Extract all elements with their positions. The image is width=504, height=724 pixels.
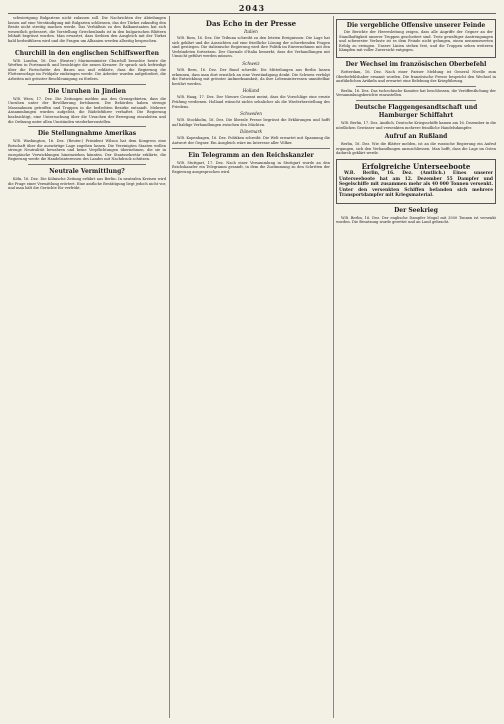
- section-divider: [356, 86, 476, 87]
- article-body: W.B. Bern, 16. Dez. Der Bund schreibt: Die Mitteilungen aus Berlin lassen erkennen, dass man dort ernstlich an eine Verständigung denkt. Die Schweiz verfolgt die Entwicklung mit grösster Aufmerksamkeit, da ihre Lebensinteressen unmittelbar berührt werden.: [172, 67, 330, 86]
- intro-paragraph: schwierigung Bulgariens nicht zulassen soll. Die Nachrichten der Abteilungen lassen auf eine Verständigung mit Bulgarien schliessen, das der Türkei zukunftig den Besitz nicht streitig machen werde. Das Verhältnis zu den Balkanstaaten hat sich wesentlich gebessert, die Vorstellung Griechenlands ist in den bulgarischen Blättern lebhaft begrüsst worden. Man erwartet, dass Serbien den Ausgleich mit der Türkei bald herbeiführen wird und die Fragen um Albanien werden allseitig besprochen.: [8, 16, 166, 43]
- article-body: W.B. Kopenhagen, 16. Dez. Politiken schreibt: Die Welt erwartet mit Spannung die Antwort der Gegner. Ein Ausgleich wäre im Interesse aller Völker.: [172, 136, 330, 145]
- article-title: Der Wechsel im französischen Oberbefehl: [345, 60, 487, 68]
- article-body: W.B. Rom, 16. Dez. Die Tribuna schreibt zu den letzten Ereignissen: Die Lage hat sich geklärt und die Aussichten auf eine friedliche Lösung der schwebenden Fragen sind gestiegen. Die italienische Regierung wird ihre Politik im Einvernehmen mit den Verbündeten fortsetzen. Der Giornale d'Italia bemerkt, dass die Verhandlungen mit Umsicht geführt werden müssen.: [172, 36, 330, 59]
- country-subhead: Dänemark: [239, 129, 263, 135]
- country-subhead: Schweden: [240, 111, 262, 117]
- article-title: Churchill in den englischen Schiffswerften: [15, 49, 159, 57]
- article-title: Neutrale Vermittlung?: [49, 168, 125, 176]
- article-body: W.B. London, 16. Dez. (Reuter.) Marineminister Churchill besuchte heute die Werften in Portsmouth und besichtigte die neuen Kreuzer. Er sprach sich befriedigt über die Fortschritte des Baues aus und erklärte, dass die Regierung die Flottenvorlage im Frühjahr einbringen werde. Die Arbeiter wurden aufgefordert, die Arbeiten mit grösster Beschleunigung zu fördern.: [8, 58, 166, 81]
- box-title: Die vergebliche Offensive unserer Feinde: [346, 22, 486, 29]
- bulletin-box: [336, 159, 496, 204]
- section-divider: [28, 84, 146, 85]
- country-subhead: Holland: [242, 88, 260, 94]
- bulletin-title: Erfolgreiche Unterseeboote: [361, 161, 471, 171]
- section-divider: [28, 46, 146, 47]
- column-divider: [333, 16, 334, 718]
- notice-body: Berlin, 16. Dez. Das tschechische Komitee hat beschlossen, die Veröffentlichung der Versammlungsberichte einzustellen.: [336, 88, 496, 98]
- article-body: W.B. Stuttgart, 17. Dez. Nach einer Versammlung in Stuttgart wurde an den Reichskanzler ein Telegramm gesandt, in dem die Zustimmung zu den Schritten der Regierung ausgesprochen wird.: [172, 160, 330, 174]
- column-divider: [169, 16, 170, 718]
- article-title: Der Seekrieg: [394, 206, 438, 214]
- country-subhead: Schweiz: [242, 60, 260, 66]
- section-divider: [172, 148, 330, 149]
- featured-box: [336, 19, 496, 58]
- top-rule: [8, 13, 496, 14]
- article-title: Deutsche Flaggengesandtschaft und Hamburger Schiffahrt: [354, 103, 478, 119]
- article-body: Köln, 16. Dez. Die Kölnische Zeitung erfährt aus Berlin: In neutralen Kreisen wird die Frage einer Vermittlung erörtert. Eine amtliche Bestätigung liegt jedoch nicht vor, und man hält die Gerüchte für verfrüht.: [8, 177, 166, 191]
- column-left: [8, 16, 166, 718]
- section-divider: [28, 126, 146, 127]
- article-body: W.B. Haag, 17. Dez. Der Nieuwe Courant meint, dass die Vorschläge eine ernste Prüfung verdienen. Holland wünscht nichts sehnlicher als die Wiederherstellung des Friedens.: [172, 95, 330, 109]
- article-body: Berlin, 16. Dez. Wie die Blätter melden, ist an die russische Regierung ein Aufruf ergangen, sich den Verhandlungen anzuschliessen. Man hofft, dass die Lage im Osten dadurch geklärt werde.: [336, 142, 496, 156]
- box-body: Die Berichte der Heeresleitung zeigen, dass alle Angriffe der Gegner an der Standhaftigkeit unserer Truppen gescheitert sind. Trotz gewaltiger Anstrengungen und schwerster Verluste ist es dem Feinde nicht gelungen, einen nennenswerten Erfolg zu erringen. Unsere Linien stehen fest, und die Truppen sehen weiteren Kämpfen mit voller Zuversicht entgegen.: [339, 30, 493, 53]
- article-body: Rotterdam, 16. Dez. Nach einer Pariser Meldung ist General Nivelle zum Oberbefehlshaber ernannt worden. Die französische Presse bespricht den Wechsel in ausführlichen Artikeln und erwartet eine Belebung der Kriegführung.: [336, 69, 496, 84]
- article-body: W.B. Washington, 16. Dez. (Reuter.) Präsident Wilson hat dem Kongress eine Botschaft über die auswärtige Lage zugehen lassen. Die Vereinigten Staaten wollen strenge Neutralität bewahren und keine Verpflichtungen übernehmen, die sie in europäische Verwicklungen hineinziehen könnten. Der Staatssekretär erklärte, die Regierung werde die Handelsinteressen des Landes mit Nachdruck schützen.: [8, 139, 166, 162]
- article-body: W.B. Wien, 17. Dez. Die Zeitungen melden aus den Grenzgebieten, dass die Unruhen unter der Bevölkerung fortdauern. Die Behörden haben strenge Massnahmen getroffen und Truppen in die bedrohten Bezirke entsandt. Mehrere Ansammlungen wurden aufgelöst, die Rädelsführer verhaftet. Die Regierung beabsichtigt, eine Untersuchung über die Ursachen der Bewegung einzuleiten und die Ordnung unter allen Umständen wiederherzustellen.: [8, 96, 166, 124]
- section-divider: [356, 100, 476, 101]
- bulletin-body: W.B. Berlin, 16. Dez. (Amtlich.) Eines unserer Unterseeboote hat am 12. Dezember 55 Dampfer und Segelschiffe mit zusammen mehr als 40 000 Tonnen versenkt. Unter den versenkten Schiffen befanden sich mehrere Transportdampfer mit Kriegsmaterial.: [339, 170, 493, 199]
- page-number: 2043: [238, 3, 266, 13]
- article-title: Ein Telegramm an den Reichskanzler: [188, 151, 314, 159]
- article-title: Die Unruhen in Jindien: [47, 87, 126, 95]
- article-title: Aufruf an Rußland: [384, 133, 448, 141]
- country-subhead: Italien: [244, 29, 258, 34]
- article-body: W.B. Berlin, 16. Dez. Der englische Dampfer Mogul mit 3500 Tonnen ist versenkt worden. Die Besatzung wurde gerettet und an Land gebracht.: [336, 215, 496, 225]
- article-title: Die Stellungnahme Amerikas: [37, 130, 137, 138]
- section-title: Das Echo in der Presse: [205, 19, 297, 28]
- column-right: [336, 16, 496, 718]
- column-middle: [172, 16, 330, 718]
- section-divider: [28, 164, 146, 165]
- article-body: W.B. Berlin, 17. Dez. Amtlich. Deutsche Kriegsschiffe kamen am 16. Dezember in die nördlichen Gewässer und versenkten mehrere feindliche Handelsdampfer.: [336, 120, 496, 130]
- article-body: W.B. Stockholm, 16. Dez. Die liberale Presse begrüsst die Erklärungen und hofft auf baldige Verhandlungen zwischen den Mächten.: [172, 118, 330, 127]
